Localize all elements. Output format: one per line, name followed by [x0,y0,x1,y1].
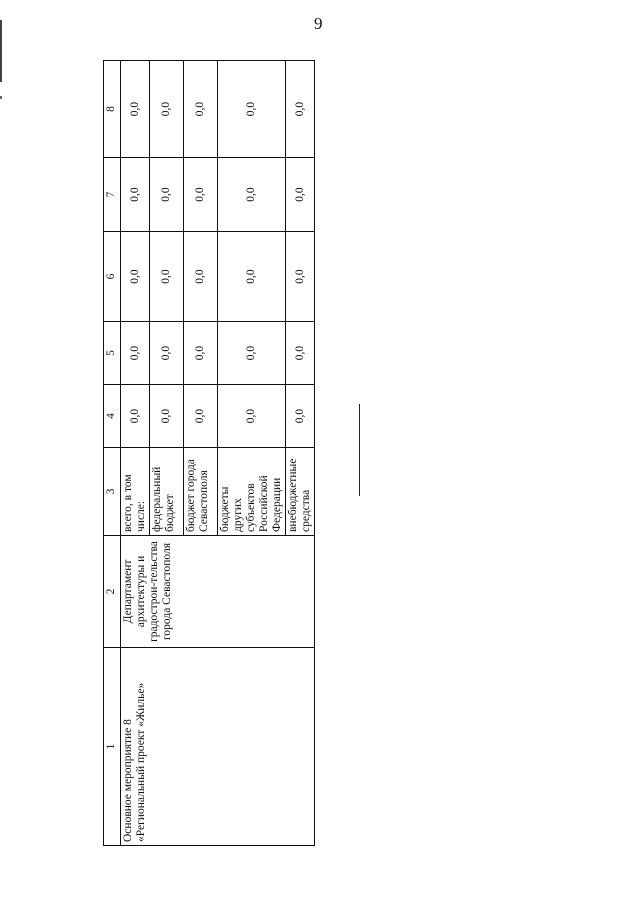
value-cell: 0,0 [218,158,286,232]
scan-edge-mark [0,20,2,82]
value-cell: 0,0 [218,61,286,158]
header-cell-1: 1 [104,648,121,846]
value-cell: 0,0 [121,385,150,448]
value-cell: 0,0 [150,158,184,232]
rotated-table-container [103,61,312,846]
header-cell-5: 5 [104,322,121,385]
scan-edge-dot [0,96,2,99]
table-row [121,61,150,846]
source-cell: бюджет города Севастополя [184,448,218,536]
value-cell: 0,0 [121,322,150,385]
executor-cell: Департамент архитектуры и градострои-тельства города Севастополя [121,536,315,648]
header-cell-4: 4 [104,385,121,448]
value-cell: 0,0 [150,322,184,385]
value-cell: 0,0 [121,158,150,232]
source-cell: бюджеты других субъектов Российской Федерации [218,448,286,536]
header-cell-8: 8 [104,61,121,158]
header-cell-3: 3 [104,448,121,536]
source-cell: всего, в том числе: [121,448,150,536]
value-cell: 0,0 [286,322,315,385]
source-cell: федеральный бюджет [150,448,184,536]
end-separator-line [359,404,360,496]
header-cell-2: 2 [104,536,121,648]
value-cell: 0,0 [184,61,218,158]
table-header-row [104,61,121,846]
value-cell: 0,0 [286,61,315,158]
value-cell: 0,0 [286,232,315,322]
value-cell: 0,0 [184,385,218,448]
value-cell: 0,0 [184,322,218,385]
value-cell: 0,0 [218,232,286,322]
value-cell: 0,0 [121,61,150,158]
value-cell: 0,0 [121,232,150,322]
value-cell: 0,0 [218,322,286,385]
rotated-table-frame [103,61,312,846]
source-cell: внебюджетные средства [286,448,315,536]
value-cell: 0,0 [286,385,315,448]
value-cell: 0,0 [150,61,184,158]
page-number: 9 [314,14,323,33]
funding-table [103,60,315,846]
measure-cell: Основное мероприятие 8 «Региональный проект «Жилье» [121,648,315,846]
value-cell: 0,0 [184,158,218,232]
value-cell: 0,0 [150,232,184,322]
header-cell-6: 6 [104,232,121,322]
value-cell: 0,0 [218,385,286,448]
header-cell-7: 7 [104,158,121,232]
value-cell: 0,0 [286,158,315,232]
value-cell: 0,0 [150,385,184,448]
value-cell: 0,0 [184,232,218,322]
